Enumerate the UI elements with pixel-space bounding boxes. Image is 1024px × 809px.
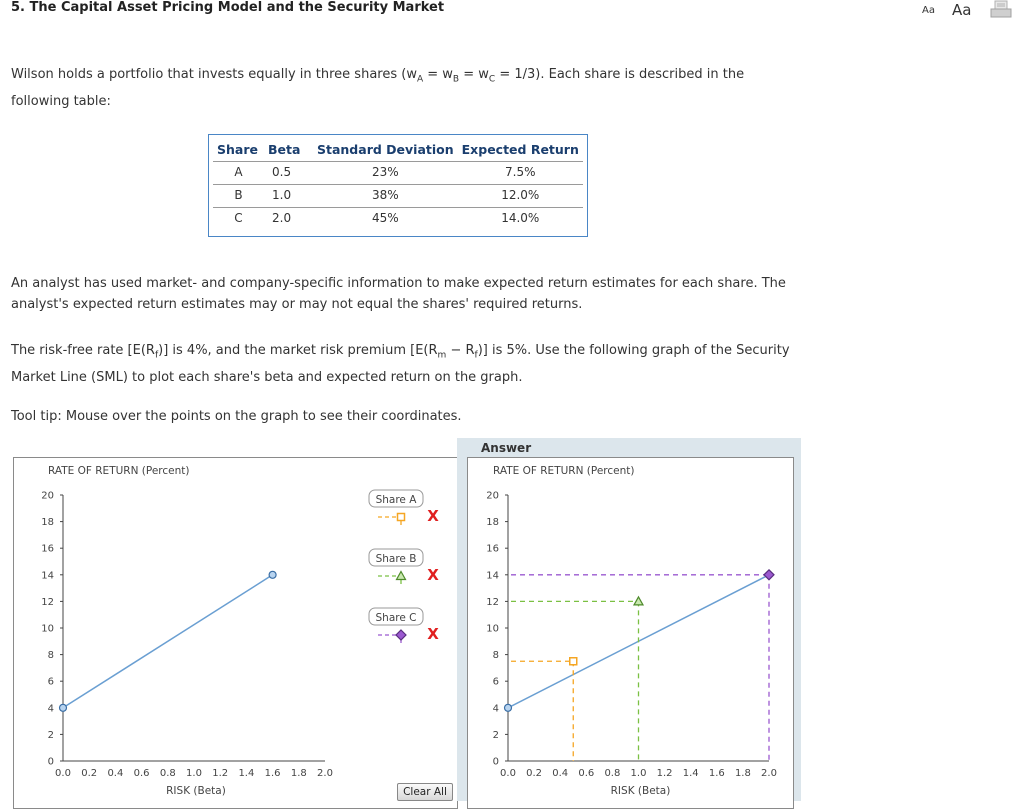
risk-text-1: The risk-free rate [E(R <box>11 343 155 358</box>
intro-text-2: = w <box>423 67 453 82</box>
header-standard-deviation: Standard Deviation <box>313 139 458 162</box>
cell-beta: 2.0 <box>272 211 292 225</box>
left-graph-x-tick-label: 1.4 <box>238 768 255 779</box>
header-expected-return: Expected Return <box>458 139 583 162</box>
left-graph-ylabel: RATE OF RETURN (Percent) <box>48 465 190 477</box>
font-size-large-button[interactable]: Aa <box>952 1 972 19</box>
answer-graph-y-tick-label: 0 <box>492 756 499 768</box>
graph-panel <box>13 457 458 809</box>
left-graph-x-tick-label: 0.4 <box>107 768 124 779</box>
cell-share: B <box>213 185 264 208</box>
page-title: 5. The Capital Asset Pricing Model and the Security Market <box>11 0 445 15</box>
remove-icon[interactable]: X <box>427 507 439 525</box>
left-graph-x-tick-label: 0.6 <box>133 768 150 779</box>
print-icon[interactable] <box>990 0 1012 18</box>
clear-all-button[interactable]: Clear All <box>397 783 453 801</box>
risk-free-paragraph <box>11 340 791 388</box>
cell-expected-return: 7.5% <box>458 162 583 185</box>
subscript-c: C <box>488 74 496 85</box>
left-graph-y-tick-label: 20 <box>41 490 54 502</box>
left-graph-x-tick-label: 1.8 <box>290 768 307 779</box>
remove-icon[interactable]: X <box>427 625 439 643</box>
intro-text-3: = w <box>459 67 489 82</box>
subscript-b: B <box>452 74 460 85</box>
answer-graph-y-tick-label: 6 <box>492 676 499 688</box>
answer-graph-y-tick-label: 12 <box>486 596 499 608</box>
palette-label: Share B <box>375 553 417 565</box>
header-share: Share <box>213 139 264 162</box>
answer-graph-x-tick-label: 1.2 <box>656 768 673 779</box>
cell-share: C <box>234 211 243 225</box>
answer-graph-x-tick-label: 0.8 <box>604 768 621 779</box>
palette-label: Share A <box>375 494 417 506</box>
answer-graph-xlabel: RISK (Beta) <box>610 785 671 797</box>
cell-share: A <box>213 162 264 185</box>
left-graph-y-tick-label: 18 <box>41 517 54 529</box>
left-graph-x-tick-label: 1.0 <box>186 768 202 779</box>
palette-label: Share C <box>375 612 417 624</box>
table-row <box>213 162 583 185</box>
left-graph-x-tick-label: 0.2 <box>81 768 98 779</box>
table-row <box>213 185 583 208</box>
left-graph-y-tick-label: 10 <box>41 623 54 635</box>
subscript-f: f <box>474 350 478 361</box>
cell-beta: 0.5 <box>264 162 313 185</box>
cell-standard-deviation: 23% <box>313 162 458 185</box>
risk-text-3: − R <box>446 343 475 358</box>
answer-graph-y-tick-label: 16 <box>486 543 499 555</box>
left-graph-x-tick-label: 0.0 <box>55 768 71 779</box>
table-row <box>213 208 583 230</box>
answer-graph-x-tick-label: 1.6 <box>708 768 725 779</box>
share-table <box>208 134 588 237</box>
answer-graph-y-tick-label: 8 <box>492 650 499 662</box>
answer-graph-y-tick-label: 20 <box>486 490 499 502</box>
left-graph-y-tick-label: 4 <box>47 703 54 715</box>
left-graph-y-tick-label: 0 <box>47 756 54 768</box>
subscript-m: m <box>437 350 447 361</box>
answer-graph-y-tick-label: 4 <box>492 703 499 715</box>
table-header-row <box>213 139 583 162</box>
left-graph-x-tick-label: 0.8 <box>159 768 176 779</box>
answer-graph-x-tick-label: 1.8 <box>734 768 751 779</box>
font-size-small-button[interactable]: Aa <box>922 5 935 16</box>
answer-graph-ylabel: RATE OF RETURN (Percent) <box>493 465 635 477</box>
answer-graph-x-tick-label: 0.0 <box>500 768 516 779</box>
subscript-a: A <box>416 74 424 85</box>
left-graph-y-tick-label: 6 <box>47 676 54 688</box>
answer-graph-y-tick-label: 10 <box>486 623 499 635</box>
intro-text-4: = 1/3). Each share is described in the following table: <box>11 67 745 109</box>
left-graph-y-tick-label: 8 <box>47 650 54 662</box>
left-graph-y-tick-label: 12 <box>41 596 54 608</box>
answer-graph-y-tick-label: 2 <box>492 729 499 741</box>
left-graph-x-tick-label: 2.0 <box>317 768 333 779</box>
left-graph-x-tick-label: 1.2 <box>212 768 229 779</box>
answer-graph-panel <box>467 457 794 809</box>
cell-expected-return: 14.0% <box>501 211 540 225</box>
intro-text-1: Wilson holds a portfolio that invests equally in three shares (w <box>11 67 417 82</box>
answer-label: Answer <box>481 441 532 455</box>
left-graph-x-tick-label: 1.6 <box>264 768 281 779</box>
cell-expected-return: 12.0% <box>458 185 583 208</box>
risk-text-4: )] is 5%. Use the following graph of the Security Market Line (SML) to plot each share's beta and expected return on the graph. <box>11 343 790 385</box>
left-graph-xlabel: RISK (Beta) <box>166 785 226 797</box>
tooltip-paragraph: Tool tip: Mouse over the points on the graph to see their coordinates. <box>11 409 462 424</box>
cell-beta: 1.0 <box>264 185 313 208</box>
left-graph-y-tick-label: 2 <box>47 729 54 741</box>
header-beta: Beta <box>264 139 313 162</box>
answer-graph-x-tick-label: 1.4 <box>682 768 699 779</box>
answer-graph-x-tick-label: 0.6 <box>578 768 595 779</box>
cell-standard-deviation: 45% <box>371 211 399 225</box>
subscript-f: f <box>154 350 159 361</box>
answer-graph-x-tick-label: 1.0 <box>630 768 647 779</box>
remove-icon[interactable]: X <box>427 566 439 584</box>
left-graph-y-tick-label: 16 <box>41 543 54 555</box>
intro-paragraph <box>11 64 791 112</box>
answer-graph-y-tick-label: 14 <box>486 570 499 582</box>
answer-graph-y-tick-label: 18 <box>486 517 499 529</box>
answer-graph-x-tick-label: 0.4 <box>552 768 569 779</box>
answer-graph-x-tick-label: 2.0 <box>761 768 777 779</box>
risk-text-2: )] is 4%, and the market risk premium [E(R <box>158 343 438 358</box>
analyst-paragraph: An analyst has used market- and company-specific information to make expected return estimates for each share. The analyst's expected return estimates may or may not equal the shares' required returns. <box>11 276 786 312</box>
cell-standard-deviation: 38% <box>313 185 458 208</box>
left-graph-y-tick-label: 14 <box>41 570 54 582</box>
answer-graph-x-tick-label: 0.2 <box>526 768 543 779</box>
